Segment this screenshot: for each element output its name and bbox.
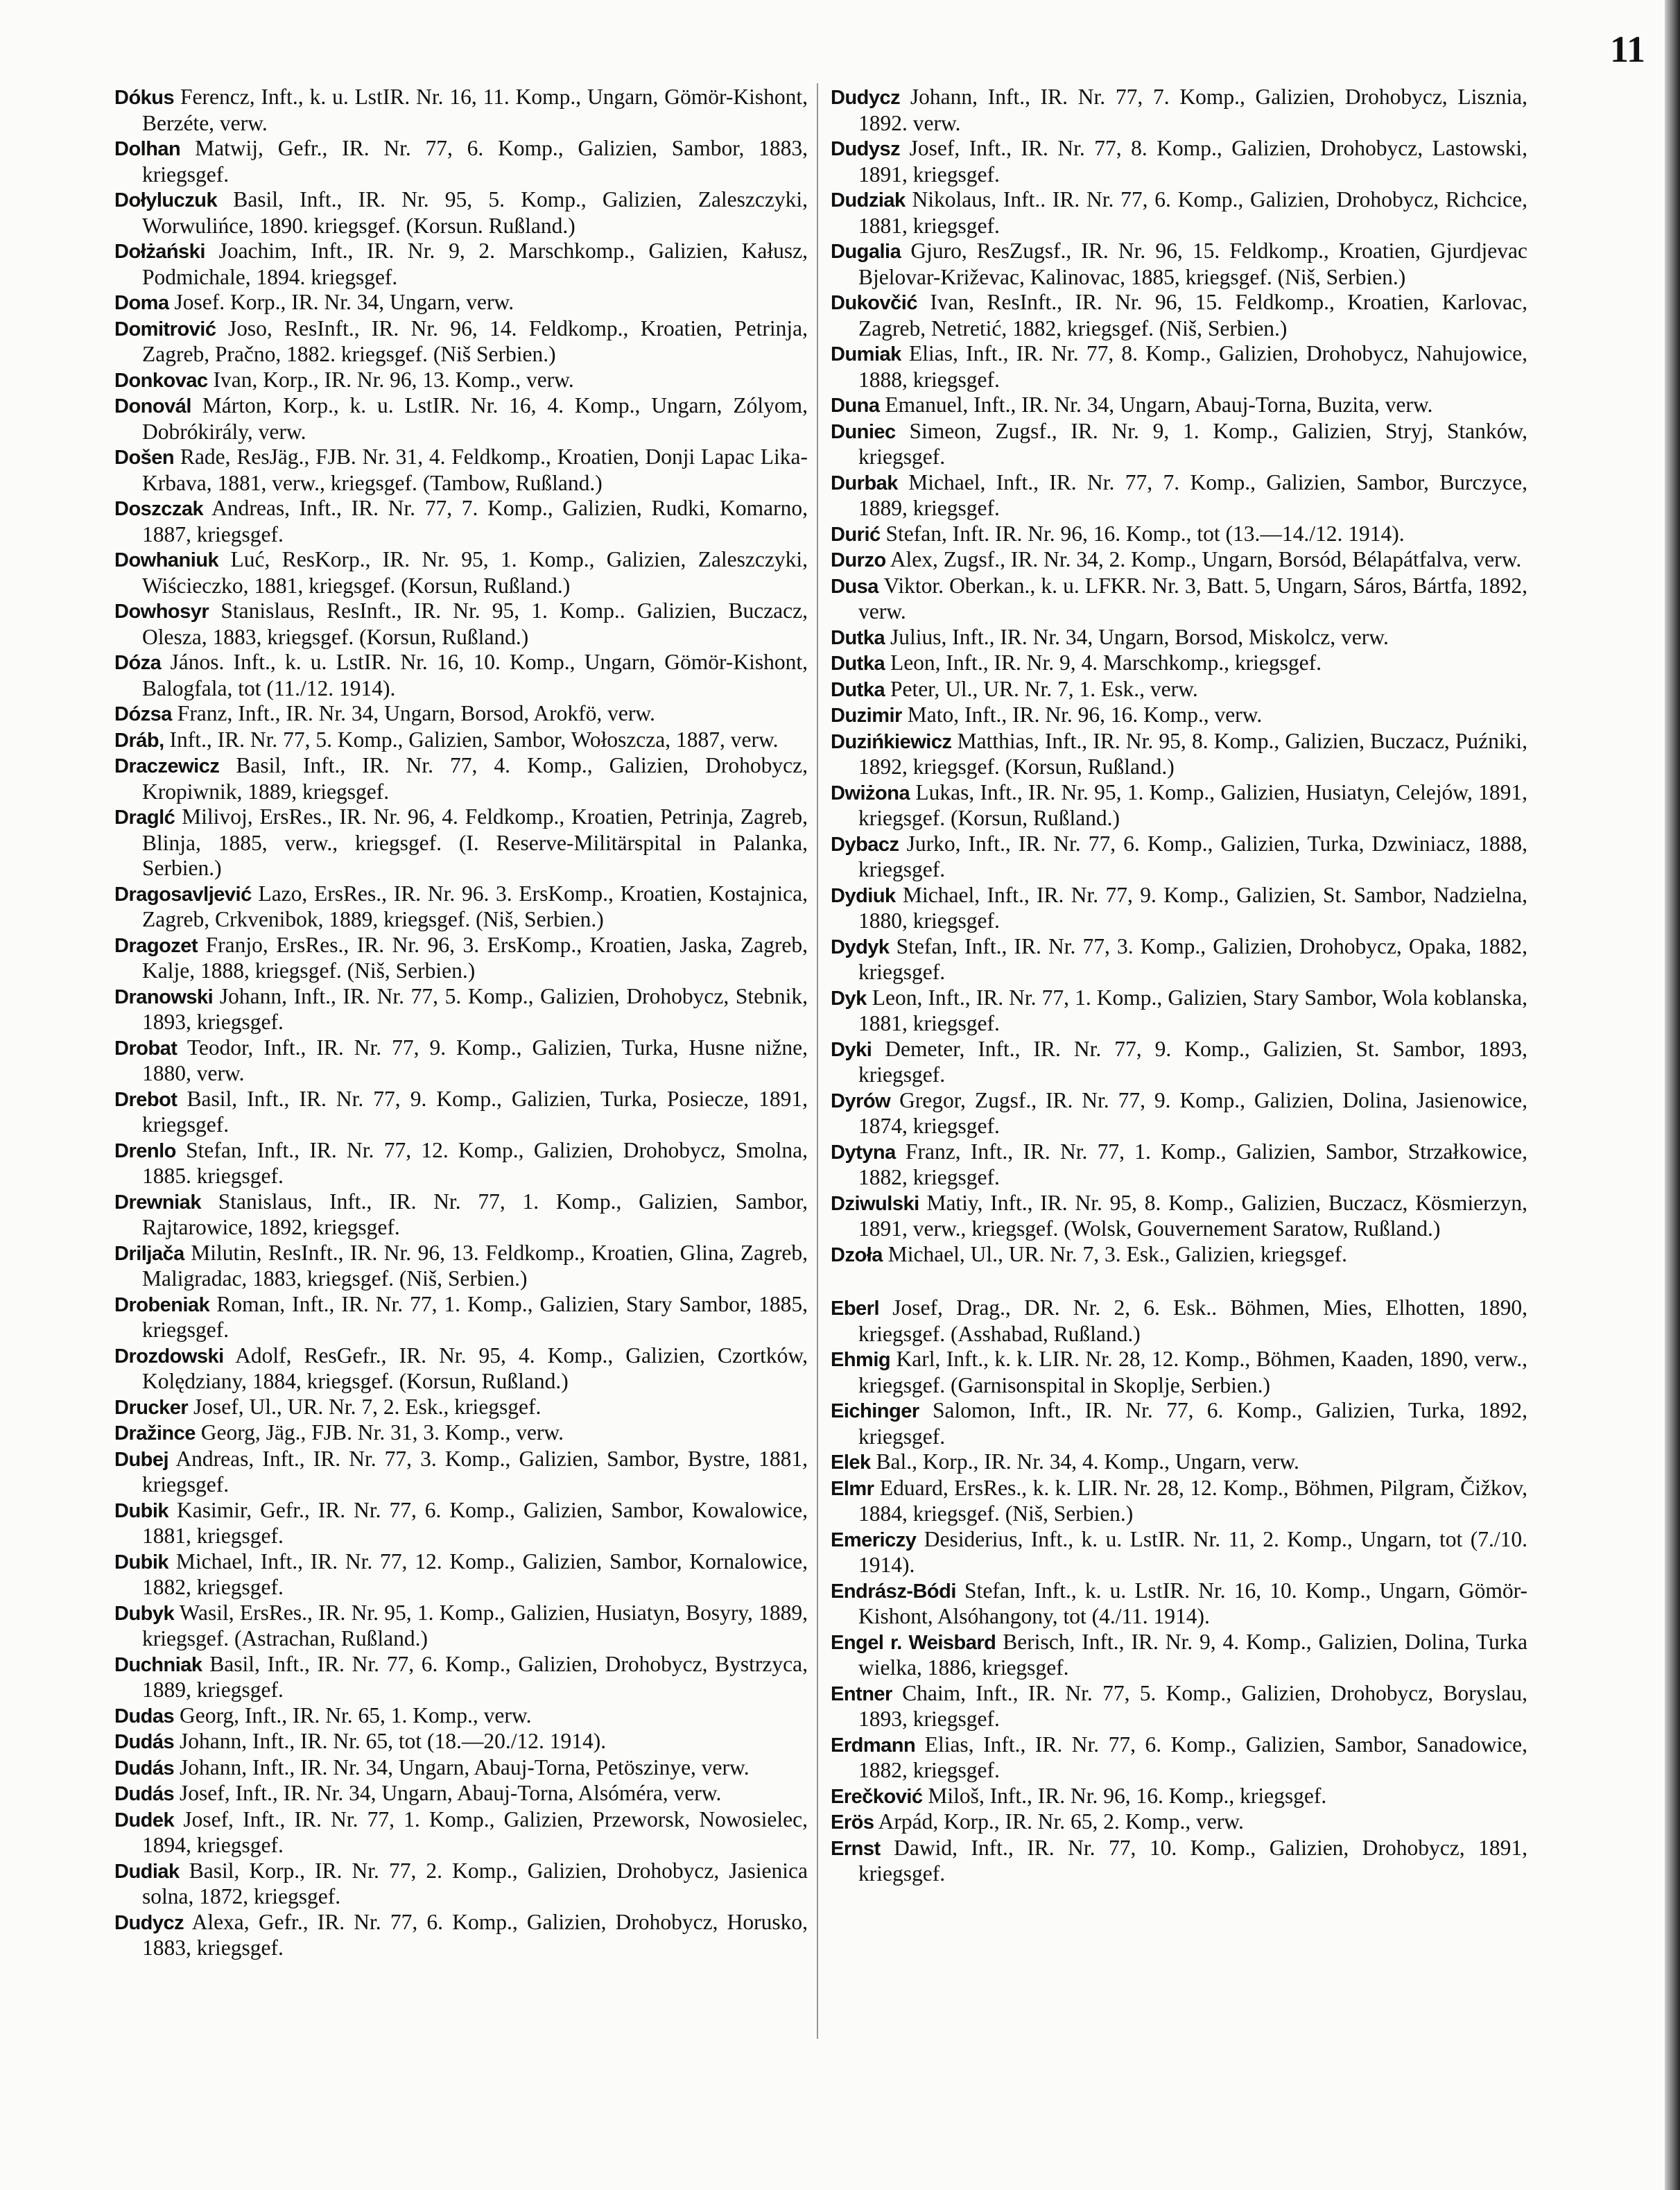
register-entry bbox=[114, 1652, 808, 1703]
register-entry bbox=[831, 470, 1527, 521]
entry-surname: Dranowski bbox=[114, 985, 214, 1008]
entry-details: Eduard, ErsRes., k. k. LIR. Nr. 28, 12. Komp., Böhmen, Pilgram, Čižkov, 1884, kriegsgef. (Niš, Serbien.) bbox=[858, 1475, 1527, 1526]
register-entry bbox=[831, 1398, 1527, 1449]
entry-details: Desiderius, Inft., k. u. LstIR. Nr. 11, 2. Komp., Ungarn, tot (7./10. 1914). bbox=[858, 1526, 1527, 1577]
register-entry bbox=[114, 1910, 808, 1961]
register-entry bbox=[831, 1476, 1527, 1527]
entry-surname: Dubyk bbox=[114, 1602, 175, 1625]
register-entry bbox=[114, 85, 808, 136]
register-entry bbox=[831, 780, 1527, 831]
entry-details: Johann, Inft., IR. Nr. 65, tot (18.—20./12. 1914). bbox=[174, 1729, 607, 1753]
register-entry bbox=[831, 934, 1527, 985]
entry-surname: Donkovac bbox=[114, 369, 208, 392]
register-entry bbox=[831, 650, 1527, 677]
entry-details: Michael, Inft., IR. Nr. 77, 7. Komp., Galizien, Sambor, Burczyce, 1889, kriegsgef. bbox=[858, 469, 1527, 520]
entry-details: Elias, Inft., IR. Nr. 77, 8. Komp., Galizien, Drohobycz, Nahujowice, 1888, kriegsgef. bbox=[858, 341, 1527, 392]
register-entry bbox=[114, 1189, 808, 1241]
register-entry bbox=[114, 1601, 808, 1652]
entry-surname: Dybacz bbox=[831, 833, 899, 856]
entry-details: Gregor, Zugsf., IR. Nr. 77, 9. Komp., Galizien, Dolina, Jasienowice, 1874, kriegsgef. bbox=[858, 1087, 1527, 1138]
entry-details: Josef. Korp., IR. Nr. 34, Ungarn, verw. bbox=[168, 290, 514, 314]
entry-surname: Eberl bbox=[831, 1297, 880, 1320]
entry-surname: Drobeniak bbox=[114, 1293, 210, 1316]
entry-surname: Dusa bbox=[831, 575, 878, 598]
entry-surname: Durzo bbox=[831, 549, 886, 571]
register-entry bbox=[831, 729, 1527, 780]
entry-surname: Duniec bbox=[831, 420, 896, 443]
entry-details: Nikolaus, Inft.. IR. Nr. 77, 6. Komp., Galizien, Drohobycz, Richcice, 1881, kriegsgef. bbox=[858, 187, 1527, 238]
entry-details: Lazo, ErsRes., IR. Nr. 96. 3. ErsKomp., Kroatien, Kostajnica, Zagreb, Crkvenibok, 1889, kriegsgef. (Niš, Serbien.) bbox=[142, 881, 808, 931]
register-entry bbox=[831, 574, 1527, 625]
register-entry bbox=[831, 341, 1527, 393]
entry-details: Mato, Inft., IR. Nr. 96, 16. Komp., verw. bbox=[901, 702, 1263, 727]
entry-details: Julius, Inft., IR. Nr. 34, Ungarn, Borsod, Miskolcz, verw. bbox=[885, 624, 1389, 649]
entry-surname: Drobat bbox=[114, 1037, 177, 1060]
entry-details: Johann, Inft., IR. Nr. 34, Ungarn, Abauj-Torna, Petöszinye, verw. bbox=[174, 1754, 750, 1779]
entry-surname: Emericzy bbox=[831, 1528, 917, 1551]
register-entry bbox=[831, 831, 1527, 883]
entry-details: Ferencz, Inft., k. u. LstIR. Nr. 16, 11. Komp., Ungarn, Gömör-Kishont, Berzéte, verw. bbox=[142, 85, 808, 135]
entry-surname: Dudycz bbox=[114, 1911, 184, 1934]
register-entry bbox=[114, 239, 808, 290]
register-entry bbox=[831, 702, 1527, 729]
entry-surname: Dražince bbox=[114, 1422, 196, 1445]
entry-details: Lukas, Inft., IR. Nr. 95, 1. Komp., Galizien, Husiatyn, Celejów, 1891, kriegsgef. (Korsun, Rußland.) bbox=[858, 779, 1527, 830]
register-entry bbox=[831, 1347, 1527, 1398]
entry-surname: Doszczak bbox=[114, 498, 204, 520]
entry-details: Josef, Ul., UR. Nr. 7, 2. Esk., kriegsgef. bbox=[188, 1394, 542, 1419]
entry-details: János. Inft., k. u. LstIR. Nr. 16, 10. Komp., Ungarn, Gömör-Kishont, Balogfala, tot (11./12. 1914). bbox=[142, 650, 808, 700]
entry-details: Elias, Inft., IR. Nr. 77, 6. Komp., Galizien, Sambor, Sanadowice, 1882, kriegsgef. bbox=[858, 1732, 1527, 1782]
entry-details: Salomon, Inft., IR. Nr. 77, 6. Komp., Galizien, Turka, 1892, kriegsgef. bbox=[858, 1398, 1527, 1449]
entry-surname: Duchniak bbox=[114, 1653, 202, 1676]
entry-surname: Drucker bbox=[114, 1396, 189, 1419]
entry-details: Viktor. Oberkan., k. u. LFKR. Nr. 3, Batt. 5, Ungarn, Sáros, Bártfa, 1892, verw. bbox=[858, 573, 1527, 623]
entry-surname: Dudás bbox=[114, 1757, 175, 1779]
entry-details: Joso, ResInft., IR. Nr. 96, 14. Feldkomp., Kroatien, Petrinja, Zagreb, Pračno, 1882. kriegsgef. (Niš Serbien.) bbox=[142, 316, 808, 366]
entry-surname: Dudas bbox=[114, 1705, 175, 1727]
entry-surname: Dołżański bbox=[114, 241, 205, 263]
entry-details: Márton, Korp., k. u. LstIR. Nr. 16, 4. Komp., Ungarn, Zólyom, Dobrókirály, verw. bbox=[142, 393, 808, 444]
entry-details: Johann, Inft., IR. Nr. 77, 7. Komp., Galizien, Drohobycz, Lisznia, 1892. verw. bbox=[858, 85, 1527, 135]
entry-details: Josef, Inft., IR. Nr. 77, 8. Komp., Galizien, Drohobycz, Lastowski, 1891, kriegsgef. bbox=[858, 136, 1527, 187]
entry-surname: Dóza bbox=[114, 652, 162, 674]
entry-surname: Dubik bbox=[114, 1551, 169, 1573]
entry-surname: Eichinger bbox=[831, 1400, 919, 1422]
entry-surname: Dudziak bbox=[831, 189, 906, 212]
entry-details: Simeon, Zugsf., IR. Nr. 9, 1. Komp., Galizien, Stryj, Stanków, kriegsgef. bbox=[858, 418, 1527, 469]
register-entry bbox=[114, 393, 808, 445]
entry-surname: Dumiak bbox=[831, 343, 901, 365]
entry-surname: Dragozet bbox=[114, 934, 198, 957]
entry-details: Josef, Inft., IR. Nr. 77, 1. Komp., Galizien, Przeworsk, Nowosielec, 1894, kriegsgef. bbox=[142, 1807, 808, 1857]
register-entry bbox=[831, 547, 1527, 574]
entry-surname: Dolhan bbox=[114, 138, 181, 160]
entry-details: Josef, Inft., IR. Nr. 34, Ungarn, Abauj-Torna, Alsóméra, verw. bbox=[174, 1781, 722, 1805]
entry-details: Wasil, ErsRes., IR. Nr. 95, 1. Komp., Galizien, Husiatyn, Bosyry, 1889, kriegsgef. (Astrachan, Rußland.) bbox=[142, 1600, 808, 1650]
entry-surname: Dubej bbox=[114, 1448, 169, 1471]
register-entry bbox=[114, 1781, 808, 1807]
register-entry bbox=[114, 316, 808, 368]
entry-surname: Dołyluczuk bbox=[114, 189, 218, 212]
register-entry bbox=[114, 496, 808, 547]
register-entry bbox=[831, 883, 1527, 934]
register-entry bbox=[114, 598, 808, 650]
entry-details: Michael, Inft., IR. Nr. 77, 12. Komp., Galizien, Sambor, Kornalowice, 1882, kriegsgef. bbox=[142, 1549, 808, 1599]
register-entry bbox=[831, 393, 1527, 419]
register-entry bbox=[831, 521, 1527, 548]
entry-details: Basil, Inft., IR. Nr. 77, 9. Komp., Galizien, Turka, Posiecze, 1891, kriegsgef. bbox=[142, 1086, 808, 1137]
entry-details: Roman, Inft., IR. Nr. 77, 1. Komp., Galizien, Stary Sambor, 1885, kriegsgef. bbox=[142, 1291, 808, 1342]
register-entry bbox=[831, 239, 1527, 290]
entry-surname: Durić bbox=[831, 523, 881, 546]
register-entry bbox=[114, 290, 808, 316]
entry-surname: Dudás bbox=[114, 1783, 175, 1805]
entry-surname: Drebot bbox=[114, 1088, 177, 1111]
entry-surname: Dutka bbox=[831, 626, 885, 649]
entry-details: Franz, Inft., IR. Nr. 77, 1. Komp., Galizien, Sambor, Strzałkowice, 1882, kriegsgef. bbox=[858, 1139, 1527, 1189]
left-column bbox=[114, 85, 808, 1961]
entry-surname: Ernst bbox=[831, 1837, 881, 1860]
entry-details: Gjuro, ResZugsf., IR. Nr. 96, 15. Feldkomp., Kroatien, Gjurdjevac Bjelovar-Križevac, Kalinovac, 1885, kriegsgef. (Niš, Serbien.) bbox=[858, 239, 1527, 289]
entry-surname: Domitrović bbox=[114, 318, 216, 340]
register-entry bbox=[831, 85, 1527, 136]
entry-surname: Engel r. Weisbard bbox=[831, 1631, 996, 1654]
entry-surname: Dudiak bbox=[114, 1860, 180, 1883]
register-entry bbox=[114, 881, 808, 933]
register-entry bbox=[114, 1395, 808, 1421]
entry-surname: Došen bbox=[114, 447, 175, 469]
entry-details: Andreas, Inft., IR. Nr. 77, 7. Komp., Galizien, Rudki, Komarno, 1887, kriegsgef. bbox=[142, 496, 808, 546]
entry-details: Miloš, Inft., IR. Nr. 96, 16. Komp., kriegsgef. bbox=[922, 1783, 1327, 1808]
entry-surname: Dugalia bbox=[831, 241, 901, 263]
entry-details: Alexa, Gefr., IR. Nr. 77, 6. Komp., Galizien, Drohobycz, Horusko, 1883, kriegsgef. bbox=[142, 1909, 808, 1960]
entry-details: Milivoj, ErsRes., IR. Nr. 96, 4. Feldkomp., Kroatien, Petrinja, Zagreb, Blinja, 1885, verw., kriegsgef. (I. Reserve-Militärspital in Palanka, Serbien.) bbox=[142, 804, 808, 880]
entry-surname: Dókus bbox=[114, 87, 175, 109]
entry-surname: Dózsa bbox=[114, 703, 172, 725]
register-entry bbox=[114, 1035, 808, 1087]
entry-details: Berisch, Inft., IR. Nr. 9, 4. Komp., Galizien, Dolina, Turka wielka, 1886, kriegsgef. bbox=[858, 1629, 1527, 1680]
entry-details: Rade, ResJäg., FJB. Nr. 31, 4. Feldkomp., Kroatien, Donji Lapac Lika-Krbava, 1881, verw., kriegsgef. (Tambow, Rußland.) bbox=[142, 445, 808, 495]
entry-details: Demeter, Inft., IR. Nr. 77, 9. Komp., Galizien, St. Sambor, 1893, kriegsgef. bbox=[858, 1036, 1527, 1087]
register-entry bbox=[114, 1087, 808, 1138]
entry-surname: Dudás bbox=[114, 1731, 175, 1753]
register-entry bbox=[831, 677, 1527, 703]
entry-surname: Dytyna bbox=[831, 1141, 896, 1164]
right-entry-list-d bbox=[831, 85, 1527, 1268]
register-entry bbox=[114, 1420, 808, 1447]
entry-details: Dawid, Inft., IR. Nr. 77, 10. Komp., Galizien, Drohobycz, 1891, kriegsgef. bbox=[858, 1835, 1527, 1886]
entry-surname: Dubik bbox=[114, 1499, 169, 1522]
entry-details: Matthias, Inft., IR. Nr. 95, 8. Komp., Galizien, Buczacz, Puźniki, 1892, kriegsgef. (Korsun, Rußland.) bbox=[858, 728, 1527, 779]
entry-surname: Dydiuk bbox=[831, 884, 896, 907]
entry-surname: Erdmann bbox=[831, 1734, 916, 1757]
entry-surname: Elek bbox=[831, 1451, 871, 1474]
register-entry bbox=[114, 1755, 808, 1782]
entry-details: Peter, Ul., UR. Nr. 7, 1. Esk., verw. bbox=[885, 676, 1198, 701]
scan-edge bbox=[1665, 0, 1680, 2190]
register-entry bbox=[114, 1703, 808, 1730]
entry-surname: Dowhaniuk bbox=[114, 549, 219, 571]
entry-details: Basil, Inft., IR. Nr. 95, 5. Komp., Galizien, Zaleszczyki, Worwulińce, 1890. kriegsgef. (Korsun. Rußland.) bbox=[142, 187, 808, 238]
entry-surname: Duzińkiewicz bbox=[831, 730, 952, 753]
register-entry bbox=[114, 1292, 808, 1343]
entry-details: Stanislaus, ResInft., IR. Nr. 95, 1. Komp.. Galizien, Buczacz, Olesza, 1883, kriegsgef. (Korsun, Rußland.) bbox=[142, 598, 808, 649]
register-entry bbox=[831, 985, 1527, 1037]
entry-surname: Duzimir bbox=[831, 705, 902, 727]
register-entry bbox=[831, 1191, 1527, 1242]
entry-details: Josef, Drag., DR. Nr. 2, 6. Esk.. Böhmen, Mies, Elhotten, 1890, kriegsgef. (Asshabad, Rußland.) bbox=[858, 1295, 1527, 1346]
entry-surname: Entner bbox=[831, 1682, 892, 1705]
register-entry bbox=[831, 187, 1527, 239]
entry-surname: Dukovčić bbox=[831, 292, 917, 314]
register-entry bbox=[831, 1037, 1527, 1088]
register-entry bbox=[114, 701, 808, 727]
entry-surname: Elmr bbox=[831, 1477, 874, 1500]
register-entry bbox=[114, 445, 808, 496]
entry-surname: Dzoła bbox=[831, 1243, 883, 1266]
entry-surname: Dudek bbox=[114, 1809, 175, 1831]
entry-details: Michael, Ul., UR. Nr. 7, 3. Esk., Galizien, kriegsgef. bbox=[882, 1241, 1347, 1266]
entry-surname: Dyki bbox=[831, 1038, 872, 1061]
entry-details: Stefan, Inft. IR. Nr. 96, 16. Komp., tot (13.—14./12. 1914). bbox=[880, 521, 1405, 546]
entry-details: Emanuel, Inft., IR. Nr. 34, Ungarn, Abauj-Torna, Buzita, verw. bbox=[879, 393, 1433, 417]
entry-details: Adolf, ResGefr., IR. Nr. 95, 4. Komp., Galizien, Czortków, Kolędziany, 1884, kriegsgef. (Korsun, Rußland.) bbox=[142, 1343, 808, 1393]
right-column bbox=[831, 85, 1527, 1887]
entry-details: Luć, ResKorp., IR. Nr. 95, 1. Komp., Galizien, Zaleszczyki, Wiścieczko, 1881, kriegsgef. (Korsun, Rußland.) bbox=[142, 547, 808, 598]
entry-details: Kasimir, Gefr., IR. Nr. 77, 6. Komp., Galizien, Sambor, Kowalowice, 1881, kriegsgef. bbox=[142, 1497, 808, 1548]
register-entry bbox=[831, 1681, 1527, 1732]
entry-surname: Dutka bbox=[831, 653, 885, 675]
register-entry bbox=[831, 1295, 1527, 1347]
entry-details: Johann, Inft., IR. Nr. 77, 5. Komp., Galizien, Drohobycz, Stebnik, 1893, kriegsgef. bbox=[142, 983, 808, 1034]
register-entry bbox=[831, 625, 1527, 651]
register-entry bbox=[114, 1241, 808, 1292]
entry-surname: Donovál bbox=[114, 395, 191, 417]
entry-surname: Dydyk bbox=[831, 936, 890, 958]
entry-surname: Erečković bbox=[831, 1785, 923, 1808]
entry-surname: Doma bbox=[114, 292, 169, 314]
entry-details: Karl, Inft., k. k. LIR. Nr. 28, 12. Komp., Böhmen, Kaaden, 1890, verw., kriegsgef. (Garnisonspital in Skoplje, Serbien.) bbox=[858, 1347, 1527, 1397]
register-entry bbox=[831, 1449, 1527, 1476]
entry-surname: Dziwulski bbox=[831, 1192, 919, 1215]
register-entry bbox=[831, 136, 1527, 187]
entry-details: Basil, Inft., IR. Nr. 77, 4. Komp., Galizien, Drohobycz, Kropiwnik, 1889, kriegsgef. bbox=[142, 753, 808, 804]
entry-surname: Dráb, bbox=[114, 729, 164, 752]
register-entry bbox=[831, 1809, 1527, 1836]
register-entry bbox=[114, 136, 808, 187]
entry-details: Chaim, Inft., IR. Nr. 77, 5. Komp., Galizien, Drohobycz, Boryslau, 1893, kriegsgef. bbox=[858, 1680, 1527, 1731]
entry-details: Arpád, Korp., IR. Nr. 65, 2. Komp., verw. bbox=[874, 1809, 1244, 1834]
register-entry bbox=[114, 1447, 808, 1498]
register-entry bbox=[114, 1729, 808, 1755]
entry-surname: Dutka bbox=[831, 678, 885, 701]
entry-details: Milutin, ResInft., IR. Nr. 96, 13. Feldkomp., Kroatien, Glina, Zagreb, Maligradac, 1883, kriegsgef. (Niš, Serbien.) bbox=[142, 1240, 808, 1291]
register-entry bbox=[114, 1138, 808, 1189]
entry-details: Leon, Inft., IR. Nr. 77, 1. Komp., Galizien, Stary Sambor, Wola koblanska, 1881, kriegsgef. bbox=[858, 985, 1527, 1035]
entry-details: Bal., Korp., IR. Nr. 34, 4. Komp., Ungarn, verw. bbox=[870, 1449, 1299, 1474]
entry-details: Inft., IR. Nr. 77, 5. Komp., Galizien, Sambor, Wołoszcza, 1887, verw. bbox=[164, 727, 779, 752]
entry-surname: Drozdowski bbox=[114, 1345, 224, 1368]
entry-details: Ivan, Korp., IR. Nr. 96, 13. Komp., verw. bbox=[207, 367, 574, 392]
entry-details: Matiy, Inft., IR. Nr. 95, 8. Komp., Galizien, Buczacz, Kösmierzyn, 1891, verw., kriegsgef. (Wolsk, Gouvernement Saratow, Rußland.) bbox=[858, 1190, 1527, 1241]
entry-surname: Durbak bbox=[831, 472, 898, 494]
right-entry-list-e bbox=[831, 1295, 1527, 1887]
register-entry bbox=[114, 984, 808, 1035]
entry-surname: Dwiżona bbox=[831, 782, 910, 804]
register-entry bbox=[831, 1578, 1527, 1630]
entry-surname: Dyrów bbox=[831, 1089, 891, 1112]
column-divider bbox=[817, 83, 818, 2039]
register-entry bbox=[114, 933, 808, 984]
entry-details: Michael, Inft., IR. Nr. 77, 9. Komp., Galizien, St. Sambor, Nadzielna, 1880, kriegsgef. bbox=[858, 882, 1527, 933]
entry-details: Ivan, ResInft., IR. Nr. 96, 15. Feldkomp., Kroatien, Karlovac, Zagreb, Netretić, 1882, kriegsgef. (Niš, Serbien.) bbox=[858, 290, 1527, 340]
register-entry bbox=[831, 290, 1527, 341]
register-entry bbox=[831, 1732, 1527, 1784]
entry-details: Georg, Inft., IR. Nr. 65, 1. Komp., verw. bbox=[174, 1702, 532, 1727]
entry-surname: Erös bbox=[831, 1811, 874, 1834]
entry-surname: Draglć bbox=[114, 807, 175, 829]
register-entry bbox=[114, 368, 808, 394]
entry-surname: Draczewicz bbox=[114, 755, 220, 777]
entry-surname: Endrász-Bódi bbox=[831, 1580, 956, 1603]
entry-details: Basil, Korp., IR. Nr. 77, 2. Komp., Galizien, Drohobycz, Jasienica solna, 1872, kriegsgef. bbox=[142, 1858, 808, 1908]
register-entry bbox=[114, 753, 808, 804]
register-entry bbox=[114, 804, 808, 881]
entry-details: Stefan, Inft., IR. Nr. 77, 3. Komp., Galizien, Drohobycz, Opaka, 1882, kriegsgef. bbox=[858, 933, 1527, 984]
entry-details: Alex, Zugsf., IR. Nr. 34, 2. Komp., Ungarn, Borsód, Bélapátfalva, verw. bbox=[885, 547, 1522, 571]
register-entry bbox=[831, 1139, 1527, 1191]
register-entry bbox=[831, 1836, 1527, 1887]
register-entry bbox=[114, 1859, 808, 1910]
entry-details: Franz, Inft., IR. Nr. 34, Ungarn, Borsod, Arokfö, verw. bbox=[171, 701, 655, 725]
register-entry bbox=[114, 1549, 808, 1601]
entry-surname: Dudycz bbox=[831, 87, 901, 109]
section-gap bbox=[831, 1268, 1527, 1295]
left-entry-list bbox=[114, 85, 808, 1961]
register-entry bbox=[831, 1630, 1527, 1681]
register-entry bbox=[114, 1807, 808, 1859]
entry-surname: Dyk bbox=[831, 987, 867, 1010]
register-entry bbox=[114, 547, 808, 598]
entry-details: Stefan, Inft., k. u. LstIR. Nr. 16, 10. Komp., Ungarn, Gömör-Kishont, Alsóhangony, tot (4./11. 1914). bbox=[858, 1578, 1527, 1628]
register-entry bbox=[831, 1527, 1527, 1578]
entry-surname: Drenlo bbox=[114, 1139, 176, 1162]
register-entry bbox=[114, 187, 808, 239]
entry-surname: Dragosavljević bbox=[114, 883, 252, 906]
register-entry bbox=[114, 650, 808, 701]
register-entry bbox=[831, 1784, 1527, 1810]
register-entry bbox=[831, 1242, 1527, 1268]
entry-surname: Driljača bbox=[114, 1242, 184, 1265]
entry-surname: Dudysz bbox=[831, 138, 901, 160]
register-entry bbox=[114, 1343, 808, 1395]
register-entry bbox=[114, 1498, 808, 1549]
entry-surname: Ehmig bbox=[831, 1349, 891, 1371]
entry-details: Joachim, Inft., IR. Nr. 9, 2. Marschkomp., Galizien, Kałusz, Podmichale, 1894. kriegsgef. bbox=[142, 239, 808, 289]
entry-details: Jurko, Inft., IR. Nr. 77, 6. Komp., Galizien, Turka, Dzwiniacz, 1888, kriegsgef. bbox=[858, 831, 1527, 881]
page-number: 11 bbox=[1609, 28, 1645, 70]
entry-details: Georg, Jäg., FJB. Nr. 31, 3. Komp., verw. bbox=[195, 1420, 564, 1445]
register-entry bbox=[831, 1088, 1527, 1139]
entry-details: Franjo, ErsRes., IR. Nr. 96, 3. ErsKomp., Kroatien, Jaska, Zagreb, Kalje, 1888, kriegsgef. (Niš, Serbien.) bbox=[142, 932, 808, 983]
register-entry bbox=[831, 419, 1527, 470]
entry-details: Matwij, Gefr., IR. Nr. 77, 6. Komp., Galizien, Sambor, 1883, kriegsgef. bbox=[142, 136, 808, 187]
entry-details: Basil, Inft., IR. Nr. 77, 6. Komp., Galizien, Drohobycz, Bystrzyca, 1889, kriegsgef. bbox=[142, 1651, 808, 1702]
entry-surname: Drewniak bbox=[114, 1191, 201, 1214]
entry-details: Stefan, Inft., IR. Nr. 77, 12. Komp., Galizien, Drohobycz, Smolna, 1885. kriegsgef. bbox=[142, 1137, 808, 1188]
entry-surname: Duna bbox=[831, 395, 880, 417]
entry-details: Leon, Inft., IR. Nr. 9, 4. Marschkomp., kriegsgef. bbox=[885, 650, 1322, 675]
entry-details: Andreas, Inft., IR. Nr. 77, 3. Komp., Galizien, Sambor, Bystre, 1881, kriegsgef. bbox=[142, 1446, 808, 1497]
entry-details: Teodor, Inft., IR. Nr. 77, 9. Komp., Galizien, Turka, Husne nižne, 1880, verw. bbox=[142, 1035, 808, 1085]
entry-surname: Dowhosyr bbox=[114, 601, 209, 623]
register-entry bbox=[114, 727, 808, 754]
entry-details: Stanislaus, Inft., IR. Nr. 77, 1. Komp., Galizien, Sambor, Rajtarowice, 1892, kriegsgef. bbox=[142, 1189, 808, 1239]
